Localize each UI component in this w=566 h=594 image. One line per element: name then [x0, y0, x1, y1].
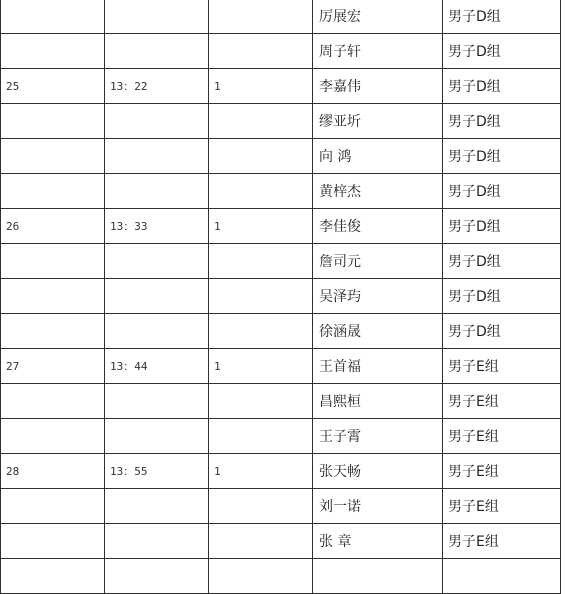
group-cell: 男子D组	[443, 209, 561, 244]
athlete-name-cell: 黄梓杰	[313, 174, 443, 209]
athlete-name-cell: 缪亚圻	[313, 104, 443, 139]
start-time-cell	[105, 174, 209, 209]
start-time-cell	[105, 34, 209, 69]
group-cell: 男子D组	[443, 244, 561, 279]
group-cell: 男子D组	[443, 34, 561, 69]
athlete-name-cell: 王首福	[313, 349, 443, 384]
start-time-cell	[105, 559, 209, 594]
group-cell: 男子E组	[443, 489, 561, 524]
start-time-cell: 13：22	[105, 69, 209, 104]
athlete-name-cell: 徐涵晟	[313, 314, 443, 349]
athlete-name-cell	[313, 559, 443, 594]
lane-cell	[209, 419, 313, 454]
table-row	[1, 209, 561, 244]
group-cell: 男子D组	[443, 139, 561, 174]
lane-cell: 1	[209, 69, 313, 104]
table-row	[1, 349, 561, 384]
start-time-cell	[105, 244, 209, 279]
start-time-cell	[105, 489, 209, 524]
lane-cell	[209, 314, 313, 349]
lane-cell: 1	[209, 209, 313, 244]
heat-number-cell	[1, 419, 105, 454]
heat-number-cell	[1, 104, 105, 139]
athlete-name-cell: 张 章	[313, 524, 443, 559]
table-row	[1, 279, 561, 314]
heat-number-cell	[1, 524, 105, 559]
group-cell: 男子D组	[443, 69, 561, 104]
table-row	[1, 559, 561, 594]
heat-number-cell	[1, 279, 105, 314]
lane-cell	[209, 34, 313, 69]
group-cell: 男子D组	[443, 104, 561, 139]
lane-cell	[209, 0, 313, 34]
start-time-cell	[105, 279, 209, 314]
table-row	[1, 454, 561, 489]
lane-cell	[209, 279, 313, 314]
table-row	[1, 384, 561, 419]
start-time-cell: 13：33	[105, 209, 209, 244]
start-time-cell	[105, 314, 209, 349]
lane-cell: 1	[209, 349, 313, 384]
start-time-cell	[105, 104, 209, 139]
start-time-cell	[105, 384, 209, 419]
group-cell: 男子D组	[443, 279, 561, 314]
athlete-name-cell: 吴泽玙	[313, 279, 443, 314]
athlete-name-cell: 詹司元	[313, 244, 443, 279]
athlete-name-cell: 刘一诺	[313, 489, 443, 524]
heat-number-cell	[1, 314, 105, 349]
group-cell: 男子E组	[443, 524, 561, 559]
heat-number-cell	[1, 139, 105, 174]
table-row	[1, 139, 561, 174]
heat-number-cell	[1, 489, 105, 524]
lane-cell	[209, 489, 313, 524]
table-row	[1, 419, 561, 454]
start-time-cell: 13：55	[105, 454, 209, 489]
heat-number-cell	[1, 559, 105, 594]
group-cell: 男子E组	[443, 349, 561, 384]
lane-cell	[209, 559, 313, 594]
athlete-name-cell: 王子霄	[313, 419, 443, 454]
heat-number-cell	[1, 34, 105, 69]
lane-cell	[209, 524, 313, 559]
heat-number-cell	[1, 244, 105, 279]
group-cell: 男子E组	[443, 384, 561, 419]
lane-cell: 1	[209, 454, 313, 489]
heat-number-cell: 26	[1, 209, 105, 244]
group-cell: 男子E组	[443, 454, 561, 489]
lane-cell	[209, 384, 313, 419]
lane-cell	[209, 139, 313, 174]
table-row	[1, 34, 561, 69]
table-row	[1, 314, 561, 349]
schedule-table-body	[1, 0, 561, 594]
table-row	[1, 489, 561, 524]
athlete-name-cell: 李佳俊	[313, 209, 443, 244]
athlete-name-cell: 昌熙桓	[313, 384, 443, 419]
athlete-name-cell: 向 鸿	[313, 139, 443, 174]
lane-cell	[209, 244, 313, 279]
start-time-cell: 13：44	[105, 349, 209, 384]
heat-number-cell: 25	[1, 69, 105, 104]
group-cell	[443, 559, 561, 594]
athlete-name-cell: 周子轩	[313, 34, 443, 69]
table-row	[1, 104, 561, 139]
start-time-cell	[105, 0, 209, 34]
group-cell: 男子D组	[443, 0, 561, 34]
lane-cell	[209, 174, 313, 209]
athlete-name-cell: 李嘉伟	[313, 69, 443, 104]
table-row	[1, 0, 561, 34]
start-time-cell	[105, 419, 209, 454]
table-row	[1, 69, 561, 104]
lane-cell	[209, 104, 313, 139]
group-cell: 男子D组	[443, 174, 561, 209]
heat-number-cell	[1, 384, 105, 419]
heat-number-cell: 27	[1, 349, 105, 384]
heat-number-cell	[1, 0, 105, 34]
athlete-name-cell: 厉展宏	[313, 0, 443, 34]
group-cell: 男子D组	[443, 314, 561, 349]
table-row	[1, 524, 561, 559]
start-time-cell	[105, 524, 209, 559]
table-row	[1, 174, 561, 209]
heat-number-cell	[1, 174, 105, 209]
group-cell: 男子E组	[443, 419, 561, 454]
athlete-name-cell: 张天畅	[313, 454, 443, 489]
start-time-cell	[105, 139, 209, 174]
table-row	[1, 244, 561, 279]
heat-number-cell: 28	[1, 454, 105, 489]
